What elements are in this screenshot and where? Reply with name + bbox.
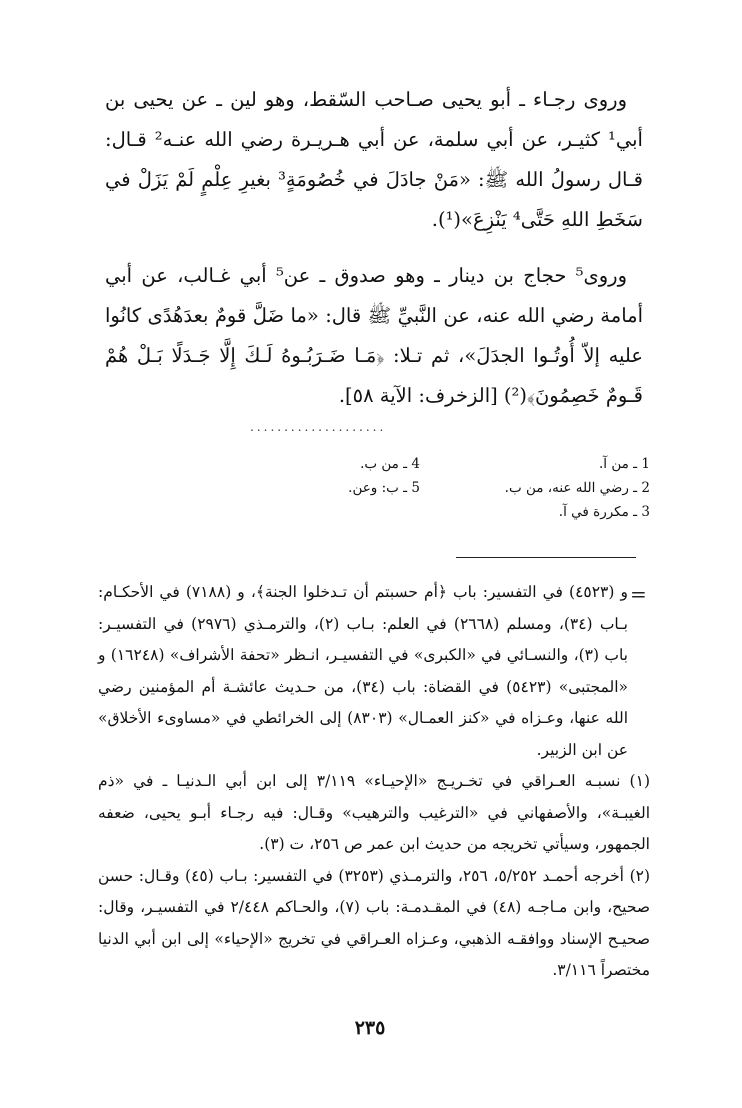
variant-note-3: 3 ـ مكررة في آ. (558, 504, 650, 520)
variant-note-2: 2 ـ رضي الله عنه، من ب. (504, 480, 650, 496)
variant-note-5: 5 ـ ب: وعن. (348, 480, 420, 496)
footnote-2: (٢) أخرجه أحمـد ٥/٢٥٢، ٢٥٦، والترمـذي (٣٢٥٣) في التفسير: بـاب (٤٥) وقـال: حسن صحيح، وابن مـاجـه (٤٨) في المقـدمـة: باب (٧)، والحـاكم ٢/٤٤٨ في التفسيـر، وقال: صحيـح الإسناد ووافقـه الذهبي، وعـزاه العـراقي في تخريج «الإحياء» إلى ابن أبي الدنيا مختصراً ٣/١١٦. (98, 866, 651, 979)
footnote-1: (١) نسبـه العـراقي في تخـريـج «الإحيـاء» ٣/١١٩ إلى ابن أبي الـدنيـا ـ في «ذم الغيبـة»، والأصفهاني في «الترغيب والترهيب» وقـال: فيه رجـاء أبـو يحيى، ضعفه الجمهور، وسيأتي تخريجه من حديث ابن عمر ص ٢٥٦، ت (٣). (98, 772, 650, 853)
footnote-rule (456, 557, 636, 558)
continuation-mark: = (630, 582, 647, 606)
hadith-paragraph-1: وروى رجـاء ـ أبو يحيى صـاحب السّقط، وهو لين ـ عن يحيى بن أبي¹ كثيـر، عن أبي سلمة، عن أبي هـريـرة رضي الله عنـه² قـال: قـال رسولُ الله ﷺ: «مَنْ جادَلَ في خُصُومَةٍ³ بغيرِ عِلْمٍ لَمْ يَزَلْ في سَخَطِ اللهِ حَتَّى⁴ يَنْزِعَ»(¹). (105, 88, 643, 231)
hadith-paragraph-2: وروى⁵ حجاج بن دينار ـ وهو صدوق ـ عن⁵ أبي غـالب، عن أبي أمامة رضي الله عنه، عن النَّبيِّ ﷺ قال: «ما ضَلَّ قومٌ بعدَهُدًى كانُوا عليه إلاّ أُوتُـوا الجدَلَ»، ثم تـلا: ﴿مَـا ضَـرَبُـوهُ لَـكَ إِلَّا جَـدَلًا بَـلْ هُمْ قَـومٌ خَصِمُونَ﴾(²) [الزخرف: الآية ٥٨]. (105, 264, 643, 407)
variant-note-4: 4 ـ من ب. (360, 456, 420, 472)
variant-separator-dots: .................... (250, 420, 387, 434)
main-text (105, 80, 643, 432)
footnote-continuation: و (٤٥٢٣) في التفسير: باب ﴿أم حسبتم أن تـدخلوا الجنة﴾، و (٧١٨٨) في الأحكـام: بـاب (٣٤)، ومسلم (٢٦٦٨) في العلم: بـاب (٢)، والترمـذي (٢٩٧٦) في التفسيـر: باب (٣)، والنسـائي في «الكبرى» في التفسيـر، انـظر «تحفة الأشراف» (١٦٢٤٨) و «المجتبى» (٥٤٢٣) في القضاة: باب (٣٤)، من حـديث عائشـة أم المؤمنين رضي الله عنها، وعـزاه في «كنز العمـال» (٨٣٠٣) إلى الخرائطي في «مساوىء الأخلاق» عن ابن الزبير. (98, 583, 629, 759)
variant-note-1: 1 ـ من آ. (599, 456, 650, 472)
page-number: ٢٣٥ (354, 1017, 386, 1039)
footnotes (98, 577, 650, 987)
